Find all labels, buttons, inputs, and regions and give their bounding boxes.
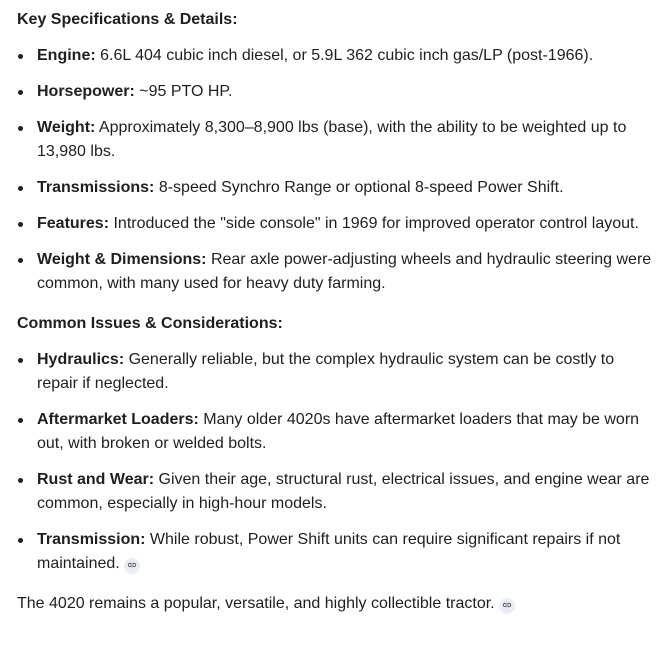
item-text: Introduced the "side console" in 1969 for improved operator control layout. [109,215,639,232]
item-term: Rust and Wear: [37,471,155,488]
link-icon [127,560,137,570]
item-term: Transmission: [37,531,146,548]
closing-text: The 4020 remains a popular, versatile, and highly collectible tractor. [17,595,495,612]
closing-paragraph [17,592,656,616]
list-item-aftermarket-loaders [17,408,656,456]
item-text: Given their age, structural rust, electrical issues, and engine wear are common, especially in high-hour models. [37,471,650,512]
item-text: 6.6L 404 cubic inch diesel, or 5.9L 362 cubic inch gas/LP (post-1966). [95,47,594,64]
list-item-horsepower [17,80,656,104]
item-term: Weight: [37,119,96,136]
item-text: Many older 4020s have aftermarket loaders that may be worn out, with broken or welded bolts. [37,411,640,452]
list-item-rust-and-wear [17,468,656,516]
list-item-transmission [17,528,656,576]
item-term: Hydraulics: [37,351,125,368]
item-text: Rear axle power-adjusting wheels and hydraulic steering were common, with many used for heavy duty farming. [37,251,652,292]
issues-list [17,348,656,576]
item-term: Engine: [37,47,96,64]
item-term: Horsepower: [37,83,135,100]
specifications-list [17,44,656,296]
item-text: ~95 PTO HP. [134,83,233,100]
item-term: Transmissions: [37,179,155,196]
section-heading-specifications: Key Specifications & Details: [17,11,238,28]
list-item-engine [17,44,656,68]
section-heading-issues: Common Issues & Considerations: [17,315,283,332]
item-text: While robust, Power Shift units can require significant repairs if not maintained. [37,531,621,572]
item-text: 8-speed Synchro Range or optional 8-speed Power Shift. [154,179,564,196]
item-term: Features: [37,215,110,232]
source-link-button[interactable] [124,558,140,574]
item-term: Weight & Dimensions: [37,251,207,268]
source-link-button[interactable] [499,598,515,614]
item-text: Approximately 8,300–8,900 lbs (base), with the ability to be weighted up to 13,980 lbs. [37,119,627,160]
item-term: Aftermarket Loaders: [37,411,199,428]
list-item-features [17,212,656,236]
list-item-weight-dimensions [17,248,656,296]
list-item-weight [17,116,656,164]
list-item-transmissions [17,176,656,200]
item-text: Generally reliable, but the complex hydraulic system can be costly to repair if neglected. [37,351,615,392]
list-item-hydraulics [17,348,656,396]
link-icon [502,600,512,610]
